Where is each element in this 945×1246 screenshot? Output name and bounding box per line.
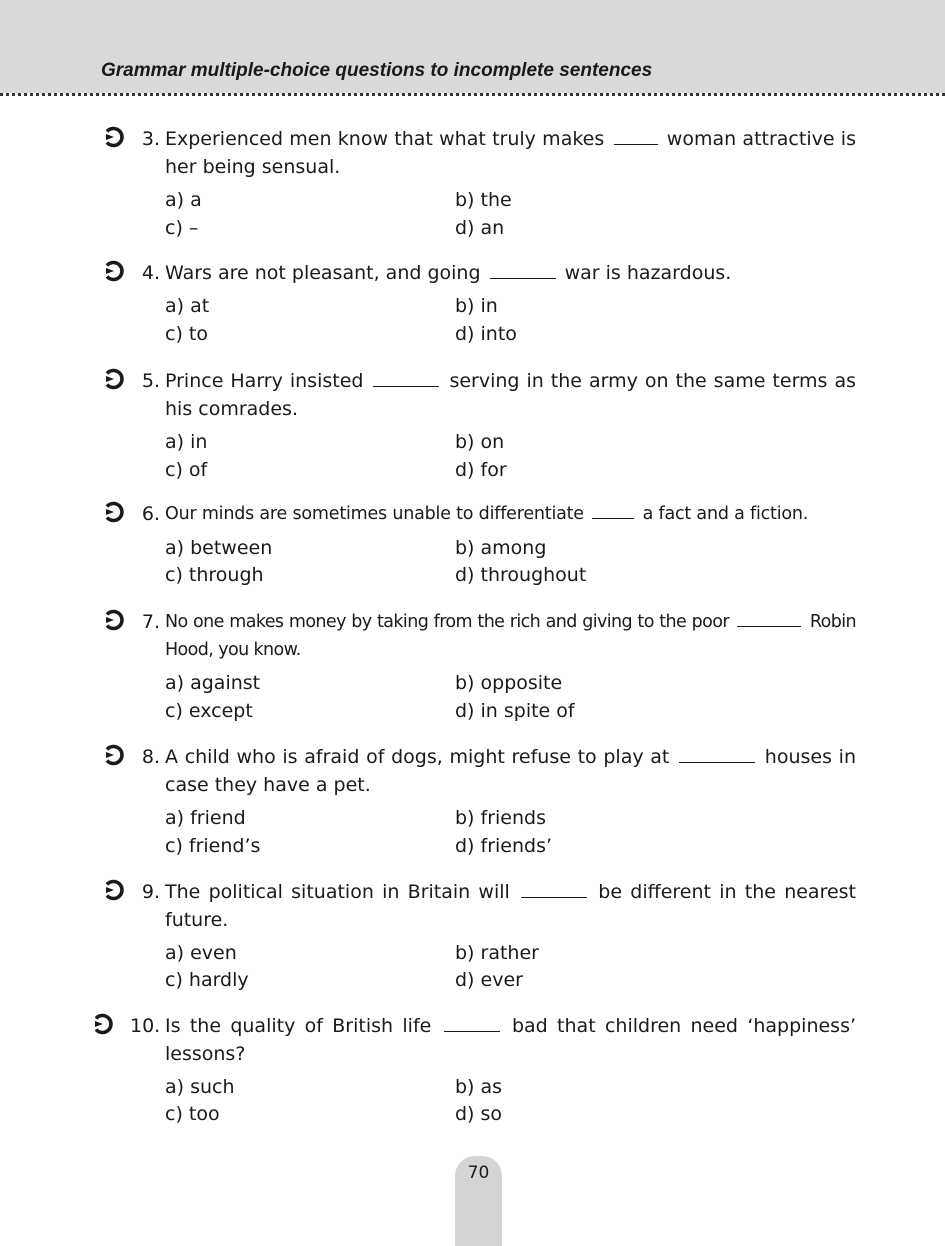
page-title: Grammar multiple-choice questions to incomplete sentences bbox=[101, 60, 653, 81]
option-a[interactable]: a) such bbox=[165, 1076, 235, 1098]
option-a[interactable]: a) a bbox=[165, 189, 202, 211]
arrow-circle-icon bbox=[103, 744, 125, 766]
answer-blank bbox=[521, 879, 587, 898]
arrow-circle-icon bbox=[103, 501, 125, 523]
option-d[interactable]: d) friends’ bbox=[455, 835, 553, 857]
option-d[interactable]: d) throughout bbox=[455, 564, 587, 586]
question-number: 9. bbox=[141, 881, 160, 903]
option-a[interactable]: a) in bbox=[165, 431, 208, 453]
question-number: 8. bbox=[141, 746, 160, 768]
answer-blank bbox=[737, 608, 801, 627]
arrow-circle-icon bbox=[103, 609, 125, 631]
option-d[interactable]: d) into bbox=[455, 323, 517, 345]
option-c[interactable]: c) hardly bbox=[165, 969, 249, 991]
question-stem: A child who is afraid of dogs, might refuse to play at houses in case they have a pet. bbox=[165, 746, 856, 796]
page-number: 70 bbox=[467, 1163, 490, 1183]
answer-blank bbox=[373, 368, 439, 387]
option-c[interactable]: c) friend’s bbox=[165, 835, 261, 857]
question-number: 7. bbox=[141, 611, 160, 633]
option-c[interactable]: c) too bbox=[165, 1103, 220, 1125]
question-stem: Is the quality of British life bad that children need ‘happiness’ lessons? bbox=[165, 1015, 857, 1065]
option-b[interactable]: b) rather bbox=[455, 942, 539, 964]
option-b[interactable]: b) friends bbox=[455, 807, 546, 829]
answer-blank bbox=[592, 500, 634, 519]
arrow-circle-icon bbox=[103, 260, 125, 282]
answer-blank bbox=[490, 260, 556, 279]
option-b[interactable]: b) in bbox=[455, 295, 498, 317]
arrow-circle-icon bbox=[92, 1013, 114, 1035]
arrow-circle-icon bbox=[103, 126, 125, 148]
answer-blank bbox=[679, 744, 755, 763]
question-stem: The political situation in Britain will be different in the nearest future. bbox=[165, 881, 857, 931]
option-a[interactable]: a) friend bbox=[165, 807, 246, 829]
option-d[interactable]: d) so bbox=[455, 1103, 503, 1125]
question-number: 5. bbox=[141, 370, 160, 392]
option-c[interactable]: c) through bbox=[165, 564, 264, 586]
question-number: 4. bbox=[141, 262, 160, 284]
question-stem: Our minds are sometimes unable to differentiate a fact and a fiction. bbox=[165, 500, 856, 528]
question-number: 10. bbox=[130, 1015, 161, 1037]
question-stem: No one makes money by taking from the rich and giving to the poor Robin Hood, you know. bbox=[165, 608, 856, 664]
arrow-circle-icon bbox=[103, 368, 125, 390]
question-number: 3. bbox=[141, 128, 160, 150]
question-number: 6. bbox=[141, 503, 160, 525]
option-d[interactable]: d) ever bbox=[455, 969, 523, 991]
option-b[interactable]: b) opposite bbox=[455, 672, 563, 694]
option-d[interactable]: d) an bbox=[455, 217, 505, 239]
option-b[interactable]: b) among bbox=[455, 537, 547, 559]
option-c[interactable]: c) except bbox=[165, 700, 253, 722]
question-stem: Wars are not pleasant, and going war is hazardous. bbox=[165, 262, 732, 284]
answer-blank bbox=[614, 126, 658, 145]
arrow-circle-icon bbox=[103, 879, 125, 901]
option-d[interactable]: d) for bbox=[455, 459, 507, 481]
option-b[interactable]: b) on bbox=[455, 431, 505, 453]
question-stem: Experienced men know that what truly makes woman attractive is her being sensual. bbox=[165, 128, 856, 178]
question-stem: Prince Harry insisted serving in the army on the same terms as his comrades. bbox=[165, 370, 856, 420]
option-c[interactable]: c) to bbox=[165, 323, 208, 345]
option-a[interactable]: a) even bbox=[165, 942, 237, 964]
option-a[interactable]: a) between bbox=[165, 537, 273, 559]
answer-blank bbox=[444, 1013, 500, 1032]
option-a[interactable]: a) against bbox=[165, 672, 261, 694]
option-a[interactable]: a) at bbox=[165, 295, 210, 317]
option-d[interactable]: d) in spite of bbox=[455, 700, 575, 722]
option-c[interactable]: c) – bbox=[165, 217, 199, 239]
option-b[interactable]: b) as bbox=[455, 1076, 503, 1098]
header-divider bbox=[0, 93, 945, 96]
option-b[interactable]: b) the bbox=[455, 189, 512, 211]
option-c[interactable]: c) of bbox=[165, 459, 208, 481]
